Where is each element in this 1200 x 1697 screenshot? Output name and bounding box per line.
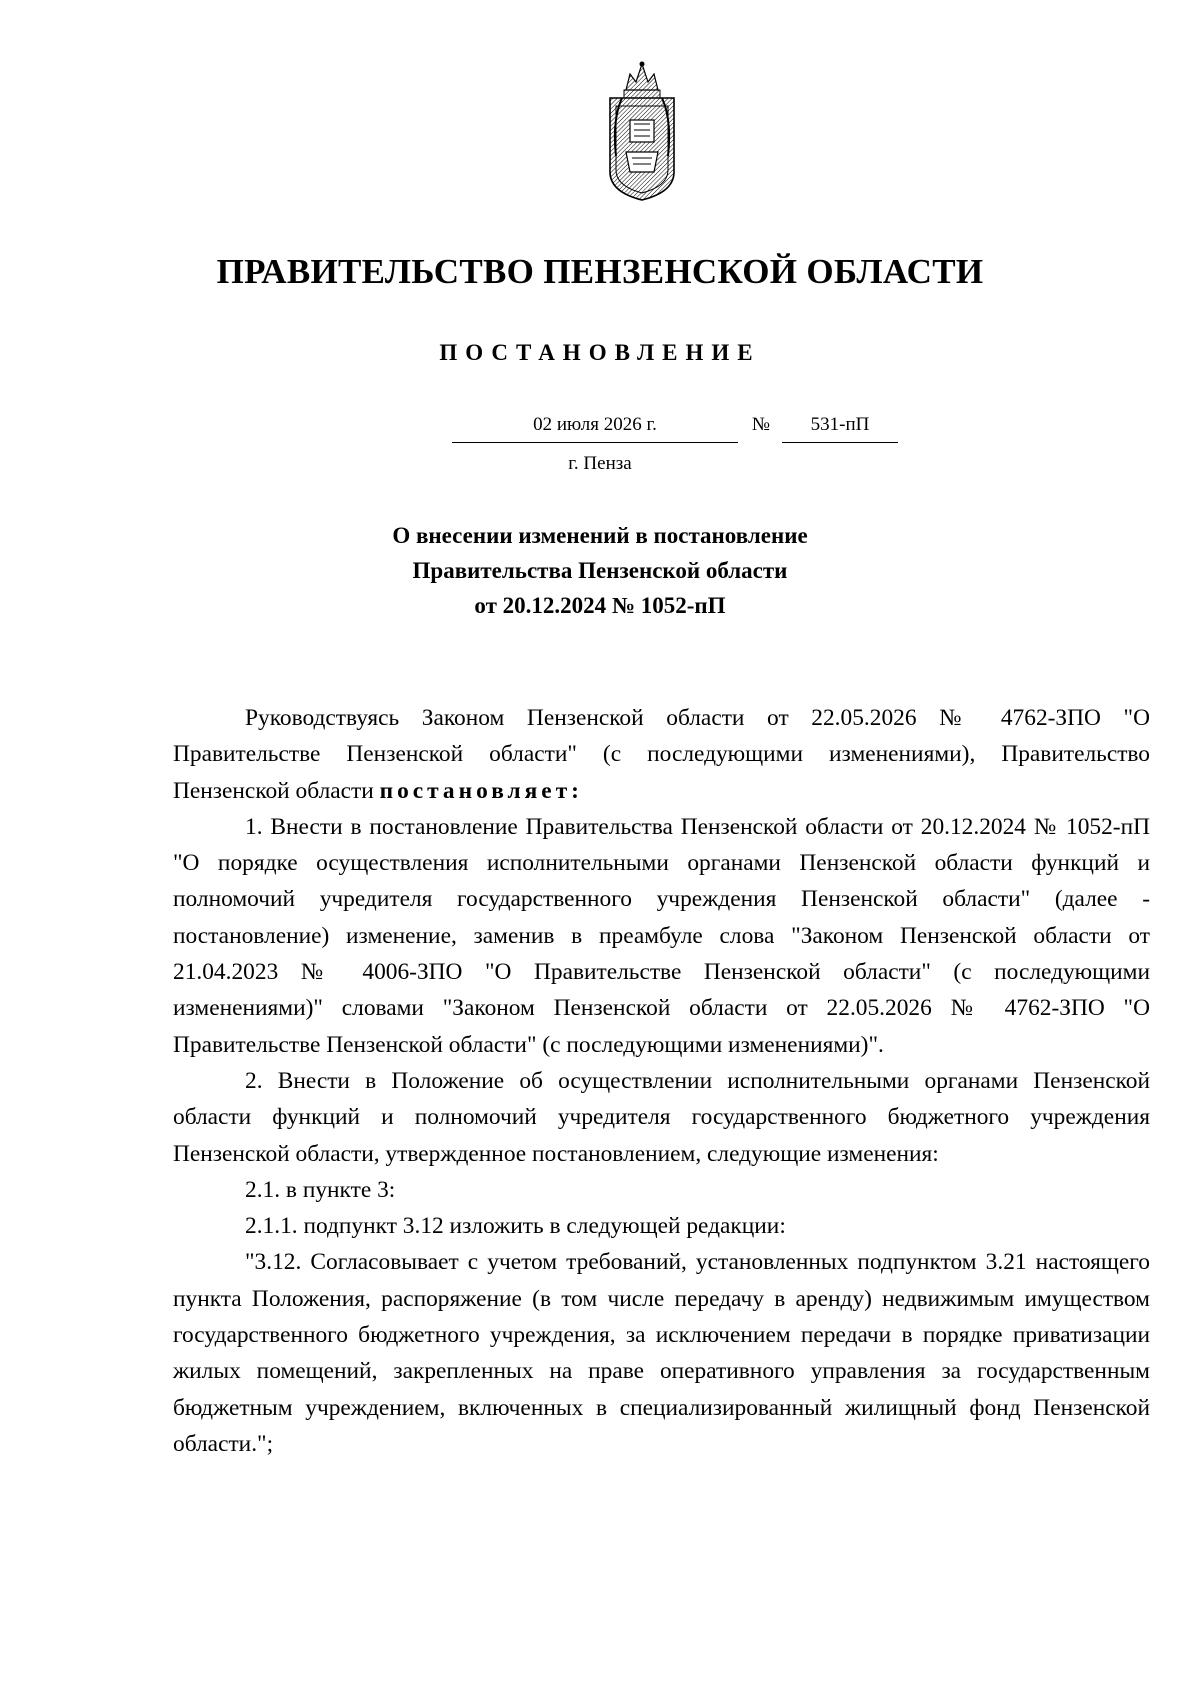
document-type: ПОСТАНОВЛЕНИЕ (439, 340, 761, 365)
document-date: 02 июля 2026 г. (452, 414, 738, 443)
paragraph-2: 2. Внести в Положение об осуществлении исполнительными органами Пензенской области функций и полномочий учредителя государственного бюджетного учреждения Пензенской области, утвержденное постановлением, следующие изменения: (173, 1067, 1150, 1167)
number-sign: № (751, 414, 771, 435)
subject-line-1: О внесении изменений в постановление (392, 523, 808, 548)
preamble-resolves: постановляет: (379, 777, 583, 804)
subject-line-2: Правительства Пензенской области (412, 558, 788, 583)
paragraph-1: 1. Внести в постановление Правительства Пензенской области от 20.12.2024 № 1052-пП "О порядке осуществления исполнительными органами Пензенской области функций и полномочий учредителя государственного учреждения Пензенской области" (далее - постановление) изменение, заменив в преамбуле слова "Законом Пензенской области от 21.04.2023 № 4006-ЗПО "О Правительстве Пензенской области" (с последующими изменениями)" словами "Законом Пензенской области от 22.05.2026 № 4762-ЗПО "О Правительстве Пензенской области" (с последующими изменениями)". (173, 813, 1150, 1058)
preamble-text: Руководствуясь Законом Пензенской области от 22.05.2026 № 4762-ЗПО "О Правительстве Пензенской области" (с последующими изменениями), Правительство Пензенской области (173, 705, 1150, 804)
paragraph-2-1: 2.1. в пункте 3: (245, 1176, 396, 1203)
government-title: ПРАВИТЕЛЬСТВО ПЕНЗЕНСКОЙ ОБЛАСТИ (216, 252, 984, 291)
paragraph-quote: "3.12. Согласовывает с учетом требований, установленных подпунктом 3.21 настоящего пункта Положения, распоряжение (в том числе передачу в аренду) недвижимым имуществом государственного бюджетного учреждения, за исключением передачи в порядке приватизации жилых помещений, закрепленных на праве оперативного управления за государственным бюджетным учреждением, включенных в специализированный жилищный фонд Пензенской области."; (173, 1249, 1150, 1457)
subject-line-3: от 20.12.2024 № 1052-пП (474, 593, 726, 618)
document-body (173, 700, 1150, 1462)
document-number: 531-пП (782, 414, 898, 443)
paragraph-2-1-1: 2.1.1. подпункт 3.12 изложить в следующей редакции: (245, 1213, 786, 1240)
preamble-paragraph (173, 700, 1150, 809)
document-subject (0, 518, 1200, 623)
coat-of-arms-emblem (600, 60, 684, 204)
city: г. Пенза (568, 453, 632, 474)
